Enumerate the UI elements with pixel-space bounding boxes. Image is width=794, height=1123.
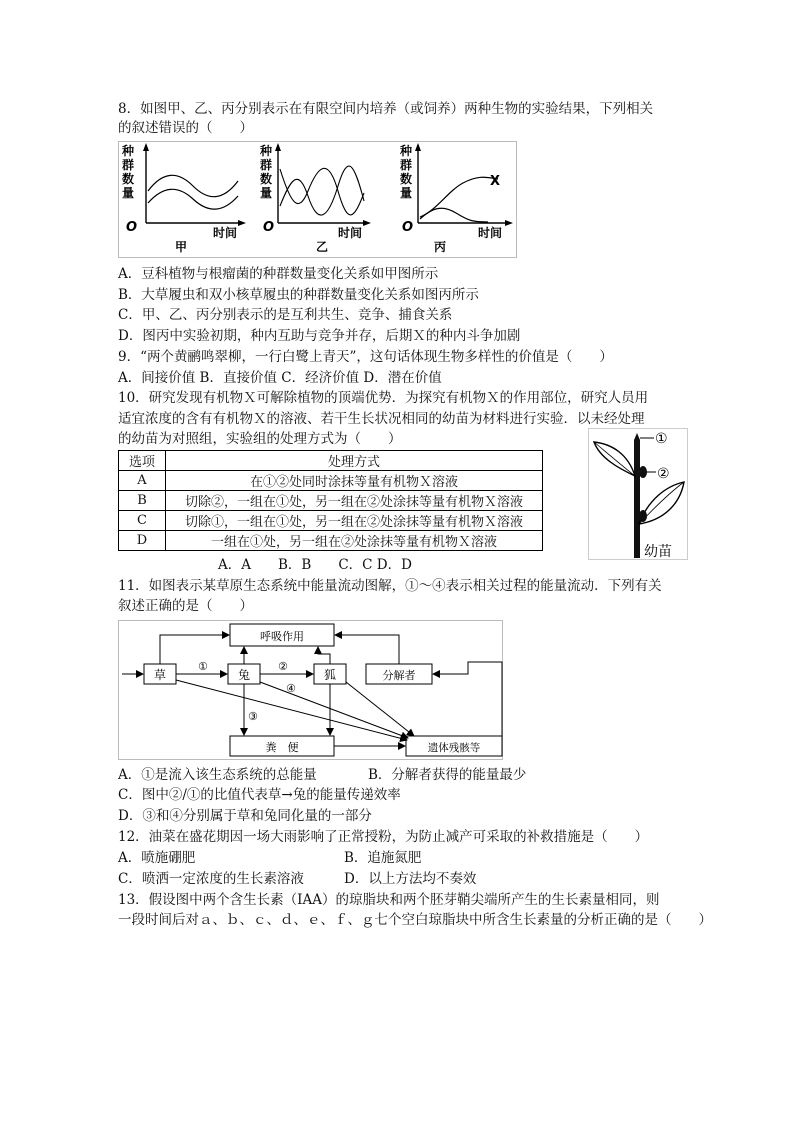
svg-text:O: O	[263, 220, 275, 235]
svg-text:群: 群	[260, 158, 273, 172]
panel-bing	[399, 143, 513, 254]
svg-text:兔: 兔	[237, 668, 251, 682]
svg-text:数: 数	[260, 172, 273, 186]
q8-option-b: B．大草履虫和双小核草履虫的种群数量变化关系如图丙所示	[118, 287, 479, 303]
q11-stem-line2: 叙述正确的是（ ）	[118, 598, 253, 614]
svg-text:草: 草	[153, 668, 167, 682]
svg-text:丙: 丙	[434, 240, 447, 254]
q10-answers: A．A B．B C．C D．D	[218, 557, 412, 573]
q12-option-d: D．以上方法均不奏效	[344, 871, 477, 887]
table-header: 选项	[119, 451, 166, 471]
q8-option-c: C．甲、乙、丙分别表示的是互利共生、竞争、捕食关系	[118, 307, 453, 323]
q10-stem-line1: 10．研究发现有机物Ｘ可解除植物的顶端优势．为探究有机物Ｘ的作用部位，研究人员用	[118, 390, 649, 406]
svg-text:种: 种	[400, 144, 413, 158]
table-row: D 一组在①处，另一组在②处涂抹等量有机物Ｘ溶液	[119, 531, 543, 551]
svg-text:呼吸作用: 呼吸作用	[260, 630, 304, 643]
seedling-stem	[634, 440, 640, 558]
q13-stem-line1: 13．假设图中两个含生长素（IAA）的琼脂块和两个胚芽鞘尖端所产生的生长素量相同，则	[118, 892, 660, 908]
y-label-char: 群	[122, 158, 135, 172]
q12-option-a: A．喷施硼肥	[118, 850, 196, 866]
q11-option-c: C．图中②/①的比值代表草→兔的能量传递效率	[118, 787, 401, 803]
svg-text:①: ①	[198, 660, 208, 673]
q11-energy-flow-diagram	[118, 620, 503, 760]
table-row: A 在①②处同时涂抹等量有机物Ｘ溶液	[119, 471, 543, 491]
q8-option-d: D．图丙中实验初期，种内互助与竞争并存，后期Ｘ的种内斗争加剧	[118, 328, 521, 344]
series-label-x: X	[490, 174, 501, 189]
q10-treatment-table	[118, 450, 543, 551]
svg-text:狐: 狐	[323, 668, 337, 682]
curve-a	[148, 175, 238, 196]
q13-stem-line2: 一段时间后对ａ、ｂ、ｃ、ｄ、ｅ、ｆ、ｇ七个空白琼脂块中所含生长素量的分析正确的是（ ）	[118, 912, 712, 928]
svg-text:遗体残骸等: 遗体残骸等	[427, 742, 481, 754]
svg-text:粪 便: 粪 便	[265, 741, 299, 754]
q8-stem-line2: 的叙述错误的（ ）	[118, 120, 253, 136]
q11-stem-line1: 11．如图表示某草原生态系统中能量流动图解，①～④表示相关过程的能量流动．下列有关	[118, 578, 662, 594]
panel-jia	[121, 143, 246, 254]
q10-stem-line2: 适宜浓度的含有有机物Ｘ的溶液、若干生长状况相同的幼苗为材料进行实验．以未经处理	[118, 411, 645, 427]
curve-b	[280, 166, 364, 215]
panel-yi	[259, 143, 371, 254]
seedling-caption: 幼苗	[644, 544, 672, 560]
lateral-bud	[639, 466, 647, 478]
svg-text:数: 数	[400, 172, 413, 186]
q10-stem-line3: 的幼苗为对照组，实验组的处理方式为（ ）	[118, 431, 402, 447]
y-label-char: 数	[122, 172, 135, 186]
svg-text:群: 群	[400, 158, 413, 172]
curve-a	[280, 168, 364, 215]
apical-bud	[634, 433, 640, 440]
q8-population-graphs	[118, 141, 518, 258]
q12-option-c: C．喷洒一定浓度的生长素溶液	[118, 871, 304, 887]
table-header: 处理方式	[166, 451, 543, 471]
q12-stem: 12．油菜在盛花期因一场大雨影响了正常授粉，为防止减产可采取的补救措施是（ ）	[118, 829, 649, 845]
mark-2: ②	[657, 466, 670, 482]
svg-text:时间: 时间	[478, 226, 503, 240]
svg-text:种: 种	[260, 144, 273, 158]
svg-text:量: 量	[400, 186, 413, 200]
curve-b	[148, 189, 238, 209]
q11-option-a: A．①是流入该生态系统的总能量	[118, 767, 317, 783]
table-row: C 切除①，一组在①处，另一组在②处涂抹等量有机物Ｘ溶液	[119, 511, 543, 531]
svg-text:分解者: 分解者	[382, 669, 416, 682]
q8-stem-line1: 8．如图甲、乙、丙分别表示在有限空间内培养（或饲养）两种生物的实验结果，下列相关	[118, 101, 654, 117]
q10-seedling-figure	[588, 428, 688, 560]
x-label: 时间	[213, 226, 238, 240]
svg-text:O: O	[402, 220, 414, 235]
svg-text:时间: 时间	[338, 226, 363, 240]
svg-text:乙: 乙	[316, 240, 329, 254]
lateral-bud	[639, 510, 647, 522]
q12-option-b: B．追施氮肥	[344, 850, 422, 866]
q9-options: A．间接价值 B．直接价值 C．经济价值 D．潜在价值	[118, 370, 442, 386]
svg-text:②: ②	[278, 660, 288, 673]
panel-name: 甲	[175, 240, 188, 254]
q8-option-a: A．豆科植物与根瘤菌的种群数量变化关系如甲图所示	[118, 266, 439, 282]
y-label-char: 量	[122, 186, 135, 200]
y-label-char: 种	[122, 144, 135, 158]
mark-1: ①	[655, 431, 668, 447]
svg-text:量: 量	[260, 186, 273, 200]
q11-option-d: D．③和④分别属于草和兔同化量的一部分	[118, 808, 372, 824]
q9-stem: 9．“两个黄鹂鸣翠柳，一行白鹭上青天”，这句话体现生物多样性的价值是（ ）	[118, 349, 613, 365]
origin-label: O	[126, 220, 138, 235]
table-row: B 切除②，一组在①处，另一组在②处涂抹等量有机物Ｘ溶液	[119, 491, 543, 511]
svg-text:④: ④	[286, 682, 296, 695]
table-header-row	[119, 451, 543, 471]
q11-option-b: B．分解者获得的能量最少	[368, 767, 527, 783]
svg-text:③: ③	[248, 710, 258, 723]
